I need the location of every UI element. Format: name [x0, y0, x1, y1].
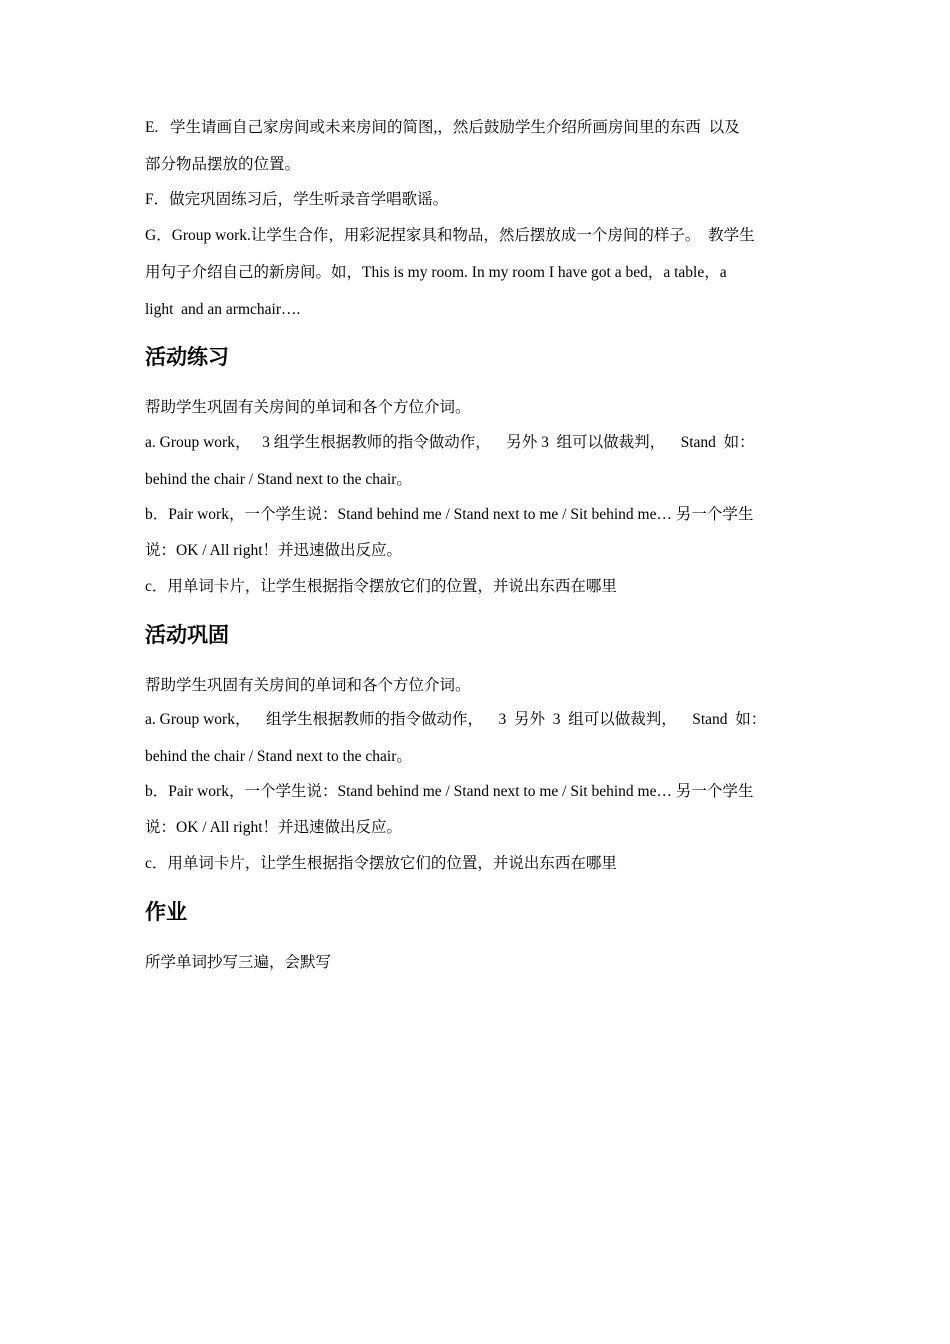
practice-line-3: behind the chair / Stand next to the chair。 [145, 471, 412, 488]
intro-line-e-2: 部分物品摆放的位置。 [145, 156, 301, 173]
consolidation-line-4: b．Pair work，一个学生说：Stand behind me / Stand next to me / Sit behind me… 另一个学生 [145, 783, 754, 800]
consolidation-line-1: 帮助学生巩固有关房间的单词和各个方位介词。 [145, 677, 471, 694]
intro-line-g-1: G．Group work.让学生合作，用彩泥捏家具和物品，然后摆放成一个房间的样子。 教学生 [145, 227, 755, 244]
intro-line-e-1: E. 学生请画自己家房间或未来房间的简图,，然后鼓励学生介绍所画房间里的东西 以及 [145, 119, 740, 136]
section-heading-practice: 活动练习 [145, 345, 229, 369]
consolidation-line-5: 说：OK / All right！并迅速做出反应。 [145, 819, 403, 836]
practice-line-1: 帮助学生巩固有关房间的单词和各个方位介词。 [145, 399, 471, 416]
section-heading-homework: 作业 [145, 900, 187, 924]
consolidation-line-6: c．用单词卡片，让学生根据指令摆放它们的位置，并说出东西在哪里 [145, 855, 617, 872]
practice-line-6: c．用单词卡片，让学生根据指令摆放它们的位置，并说出东西在哪里 [145, 578, 617, 595]
intro-line-g-2: 用句子介绍自己的新房间。如，This is my room. In my room I have got a bed，a table，a [145, 264, 727, 281]
practice-line-5: 说：OK / All right！并迅速做出反应。 [145, 542, 403, 559]
intro-line-f: F．做完巩固练习后，学生听录音学唱歌谣。 [145, 191, 449, 208]
intro-line-g-3: light and an armchair…. [145, 301, 301, 318]
consolidation-line-3: behind the chair / Stand next to the chair。 [145, 748, 412, 765]
practice-line-4: b．Pair work，一个学生说：Stand behind me / Stand next to me / Sit behind me… 另一个学生 [145, 506, 754, 523]
consolidation-line-2: a. Group work， 组学生根据教师的指令做动作， 3 另外 3 组可以做裁判， Stand 如： [145, 711, 767, 728]
practice-line-2: a. Group work， 3 组学生根据教师的指令做动作， 另外 3 组可以做裁判， Stand 如： [145, 434, 755, 451]
section-heading-consolidation: 活动巩固 [145, 623, 229, 647]
homework-line-1: 所学单词抄写三遍，会默写 [145, 954, 332, 971]
